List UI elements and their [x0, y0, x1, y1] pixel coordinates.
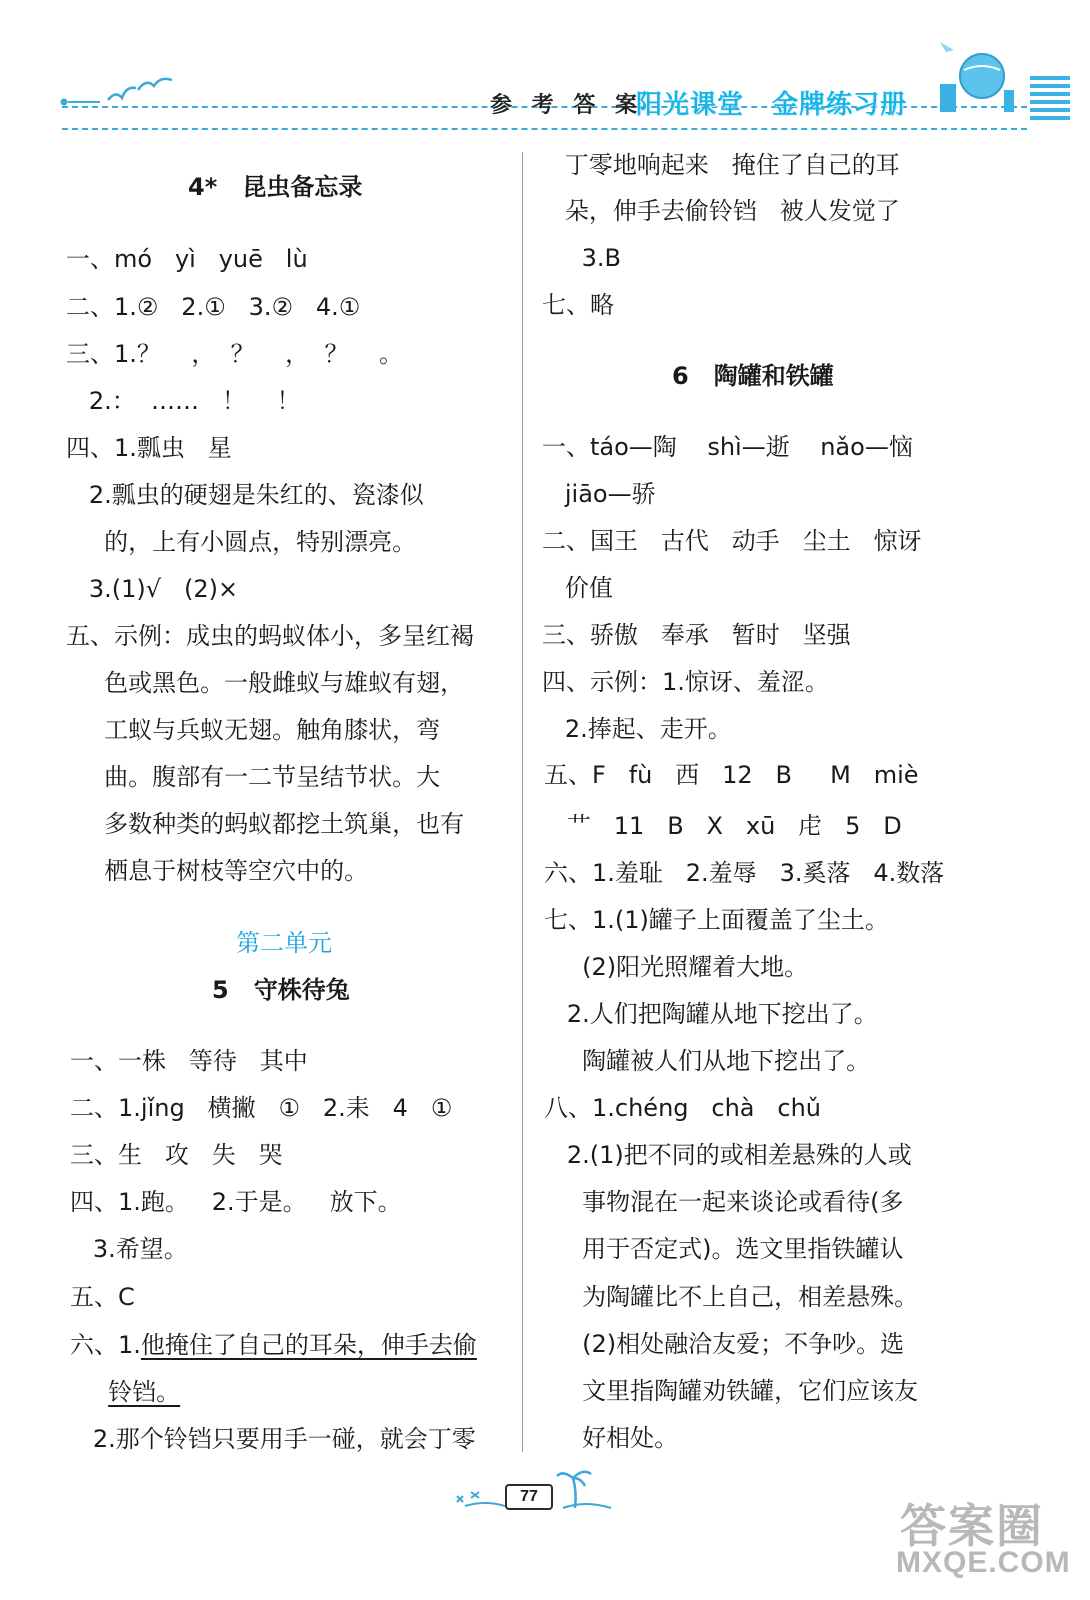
right-line-19: 八、1.chéng chà chǔ	[544, 1094, 822, 1122]
right-line-16: (2)阳光照耀着大地。	[544, 953, 809, 981]
watermark-logo-text: 答案圈	[900, 1499, 1044, 1553]
left-line-20: 四、1.跑。 2.于是。 放下。	[70, 1188, 402, 1216]
right-line-26: 好相处。	[544, 1424, 679, 1452]
left-line-22: 五、C	[70, 1283, 135, 1311]
page-number: 77	[505, 1484, 553, 1510]
left-line-10: 色或黑色。一般雌蚁与雄蚁有翅，	[66, 669, 465, 697]
header-brand-2: 金牌练习册	[772, 90, 908, 120]
right-line-14: 六、1.羞耻 2.羞辱 3.奚落 4.数落	[544, 859, 945, 887]
left-line-5: 四、1.瓢虫 星	[66, 434, 232, 462]
birds-icon	[104, 74, 174, 108]
right-line-9: 三、骄傲 奉承 暂时 坚强	[542, 621, 851, 649]
left-line-18: 二、1.jǐng 横撇 ① 2.耒 4 ①	[70, 1094, 453, 1122]
left-line-15: 第二单元	[236, 929, 332, 957]
left-line-6: 2.瓢虫的硬翅是朱红的、瓷漆似	[66, 481, 424, 509]
right-line-21: 事物混在一起来谈论或看待(多	[544, 1188, 904, 1216]
left-line-14: 栖息于树枝等空穴中的。	[66, 857, 369, 885]
left-line-4: 2.： …… ！ ！	[66, 387, 301, 415]
right-line-3: 七、略	[542, 291, 614, 319]
left-line-3: 三、1.？ ， ？ ， ？ 。	[66, 340, 403, 368]
watermark-url: MXQE.COM	[896, 1546, 1071, 1579]
right-line-18: 陶罐被人们从地下挖出了。	[544, 1047, 871, 1075]
header-brand-1: 阳光课堂	[636, 90, 745, 120]
left-line-21: 3.希望。	[70, 1235, 188, 1263]
right-line-4: 6 陶罐和铁罐	[672, 362, 834, 390]
column-divider	[522, 152, 523, 1452]
left-line-9: 五、示例：成虫的蚂蚁体小，多呈红褐	[66, 622, 474, 650]
left-line-2: 二、1.② 2.① 3.② 4.①	[66, 293, 361, 321]
left-line-24: 铃铛。	[108, 1378, 181, 1406]
header-stripes	[1030, 76, 1070, 126]
left-line-17: 一、一株 等待 其中	[70, 1047, 308, 1075]
right-line-0: 丁零地响起来 掩住了自己的耳	[542, 151, 900, 179]
right-line-2: 3.B	[574, 244, 621, 272]
right-line-10: 四、示例：1.惊讶、羞涩。	[542, 668, 829, 696]
left-line-12: 曲。腹部有一二节呈结节状。大	[66, 763, 441, 791]
left-line-8: 3.(1)√ (2)×	[66, 575, 239, 603]
header-ornament-icon	[60, 98, 100, 106]
left-line-13: 多数种类的蚂蚁都挖土筑巢，也有	[66, 810, 465, 838]
left-line-11: 工蚁与兵蚁无翅。触角膝状，弯	[66, 716, 441, 744]
header-label: 参 考 答 案	[490, 93, 643, 118]
right-line-5: 一、táo—陶 shì—逝 nǎo—恼	[542, 433, 913, 461]
right-line-20: 2.(1)把不同的或相差悬殊的人或	[544, 1141, 912, 1169]
page-footer	[455, 1482, 615, 1514]
left-line-0: 4* 昆虫备忘录	[188, 173, 363, 201]
right-line-6: jiāo—骄	[542, 480, 656, 508]
right-line-22: 用于否定式)。选文里指铁罐认	[544, 1235, 904, 1263]
left-line-19: 三、生 攻 失 哭	[70, 1141, 283, 1169]
right-line-15: 七、1.(1)罐子上面覆盖了尘土。	[544, 906, 889, 934]
globe-decoration-icon	[920, 36, 1020, 116]
right-line-7: 二、国王 古代 动手 尘土 惊讶	[542, 527, 922, 555]
watermark	[890, 1490, 1080, 1590]
left-line-23: 六、1.他掩住了自己的耳朵，伸手去偷	[70, 1331, 477, 1359]
right-line-25: 文里指陶罐劝铁罐，它们应该友	[544, 1377, 919, 1405]
left-line-1: 一、mó yì yuē lù	[66, 245, 308, 273]
left-line-16: 5 守株待兔	[212, 976, 350, 1004]
right-line-1: 朵，伸手去偷铃铛 被人发觉了	[542, 197, 900, 225]
right-line-11: 2.捧起、走开。	[542, 715, 732, 743]
right-line-8: 价值	[542, 574, 613, 602]
wave-decoration-icon	[455, 1484, 505, 1508]
right-line-12: 五、F fù 西 12 B M miè	[544, 761, 919, 789]
page-header	[0, 0, 1090, 140]
right-line-23: 为陶罐比不上自己，相差悬殊。	[544, 1283, 919, 1311]
right-line-13: 艹 11 B X xū 虍 5 D	[544, 812, 902, 840]
palm-tree-icon	[555, 1468, 613, 1510]
right-line-17: 2.人们把陶罐从地下挖出了。	[544, 1000, 878, 1028]
left-line-25: 2.那个铃铛只要用手一碰，就会丁零	[70, 1425, 476, 1453]
right-line-24: (2)相处融洽友爱；不争吵。选	[544, 1330, 905, 1358]
left-line-7: 的，上有小圆点，特别漂亮。	[66, 528, 417, 556]
